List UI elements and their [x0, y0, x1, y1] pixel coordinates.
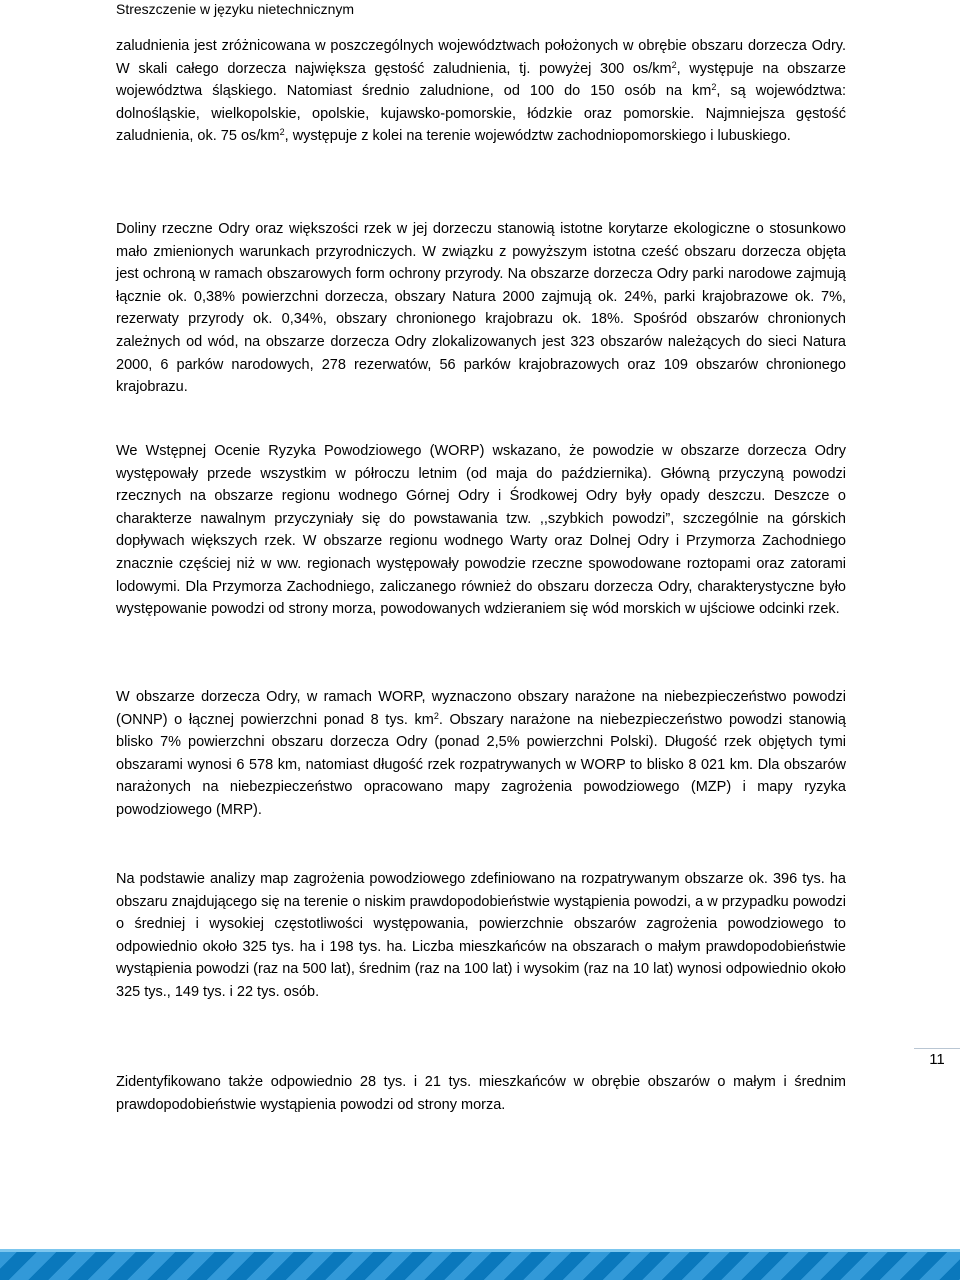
page-number-rule [914, 1048, 960, 1049]
paragraph-text: zaludnienia jest zróżnicowana w poszczególnych województwach położonych w obrębie obszaru dorzecza Odry. W skali całego dorzecza największa gęstość zaludnienia, tj. powyżej 300 os/km [116, 38, 846, 77]
paragraph-text: , są województwa: dolnośląskie, wielkopolskie, opolskie, kujawsko-pomorskie, łódzkie oraz pomorskie. Najmniejsza gęstość zaludnienia, ok. 75 os/km [116, 83, 846, 145]
superscript: 2 [433, 710, 439, 721]
paragraph-text: W obszarze dorzecza Odry, w ramach WORP, wyznaczono obszary narażone na niebezpieczeństwo powodzi (ONNP) o łącznej powierzchni ponad 8 tys. km [116, 689, 846, 728]
paragraph-protected-areas: Doliny rzeczne Odry oraz większości rzek w jej dorzeczu stanowią istotne korytarze ekologiczne o stosunkowo mało zmienionych warunkach przyrodniczych. W związku z powyższym istotna cześć obszaru dorzecza objęta jest ochroną w ramach obszarowych form ochrony przyrody. Na obszarze dorzecza Odry parki narodowe zajmują łącznie ok. 0,38% powierzchni dorzecza, obszary Natura 2000 zajmują ok. 24%, parki krajobrazowe ok. 7%, rezerwaty przyrody ok. 0,34%, obszary chronionego krajobrazu ok. 18%. Spośród obszarów chronionych zależnych od wód, na obszarze dorzecza Odry zlokalizowanych jest 323 obszarów należących do sieci Natura 2000, 6 parków narodowych, 278 rezerwatów, 56 parków krajobrazowych oraz 109 obszarów chronionego krajobrazu. [116, 221, 846, 396]
paragraph-sea-flood-residents: Zidentyfikowano także odpowiednio 28 tys. i 21 tys. mieszkańców w obrębie obszarów o małym i średnim prawdopodobieństwie wystąpienia powodzi od strony morza. [116, 1074, 846, 1113]
paragraph-hazard-map-analysis: Na podstawie analizy map zagrożenia powodziowego zdefiniowano na rozpatrywanym obszarze ok. 396 tys. ha obszaru znajdującego się na terenie o niskim prawdopodobieństwie wystąpienia powodzi, a w przypadku powodzi o średniej i wysokiej częstotliwości występowania, powierzchnie obszarów zagrożenia powodziowego to odpowiednio około 325 tys. ha i 198 tys. ha. Liczba mieszkańców na obszarach o małym prawdopodobieństwie wystąpienia powodzi (raz na 500 lat), średnim (raz na 100 lat) i wysokim (raz na 10 lat) wynosi odpowiednio około 325 tys., 149 tys. i 22 tys. osób. [116, 871, 846, 1000]
footer-bar [0, 1249, 960, 1280]
page-number: 11 [929, 1051, 945, 1068]
paragraph-flood-hazard-areas [116, 686, 846, 822]
paragraph-flood-risk-assessment: We Wstępnej Ocenie Ryzyka Powodziowego (WORP) wskazano, że powodzie w obszarze dorzecza Odry występowały przede wszystkim w półroczu letnim (od maja do października). Główną przyczyną powodzi rzecznych na obszarze regionu wodnego Górnej Odry i Środkowej Odry były opady deszczu. Deszcze o charakterze nawalnym przyczyniały się do powstawania tzw. ,,szybkich powodzi”, szczególnie na górskich dopływach większych rzek. W obszarze regionu wodnego Warty oraz Dolnej Odry i Przymorza Zachodniego znacznie częściej niż w ww. regionach występowały powodzie rzeczne spowodowane roztopami oraz zatorami lodowymi. Dla Przymorza Zachodniego, zaliczanego również do obszaru dorzecza Odry, charakterystyczne było występowanie powodzi od strony morza, powodowanych wdzieraniem się wód morskich w ujściowe odcinki rzek. [116, 443, 846, 618]
paragraph-text: , występuje z kolei na terenie województw zachodniopomorskiego i lubuskiego. [284, 128, 791, 145]
superscript: 2 [711, 82, 717, 93]
superscript: 2 [671, 59, 677, 70]
paragraph-population-density [116, 35, 846, 148]
superscript: 2 [279, 127, 285, 138]
paragraph-text: , występuje na obszarze województwa śląskiego. Natomiast średnio zaludnione, od 100 do 150 osób na km [116, 60, 846, 100]
paragraph-text: . Obszary narażone na niebezpieczeństwo powodzi stanowią blisko 7% powierzchni obszaru dorzecza Odry (ponad 2,5% powierzchni Polski). Długość rzek objętych tymi obszarami wynosi 6 578 km, natomiast długość rzek rozpatrywanych w WORP to blisko 8 021 km. Dla obszarów narażonych na niebezpieczeństwo opracowano mapy zagrożenia powodziowego (MZP) i mapy ryzyka powodziowego (MRP). [116, 711, 846, 818]
running-header: Streszczenie w języku nietechnicznym [116, 1, 355, 17]
